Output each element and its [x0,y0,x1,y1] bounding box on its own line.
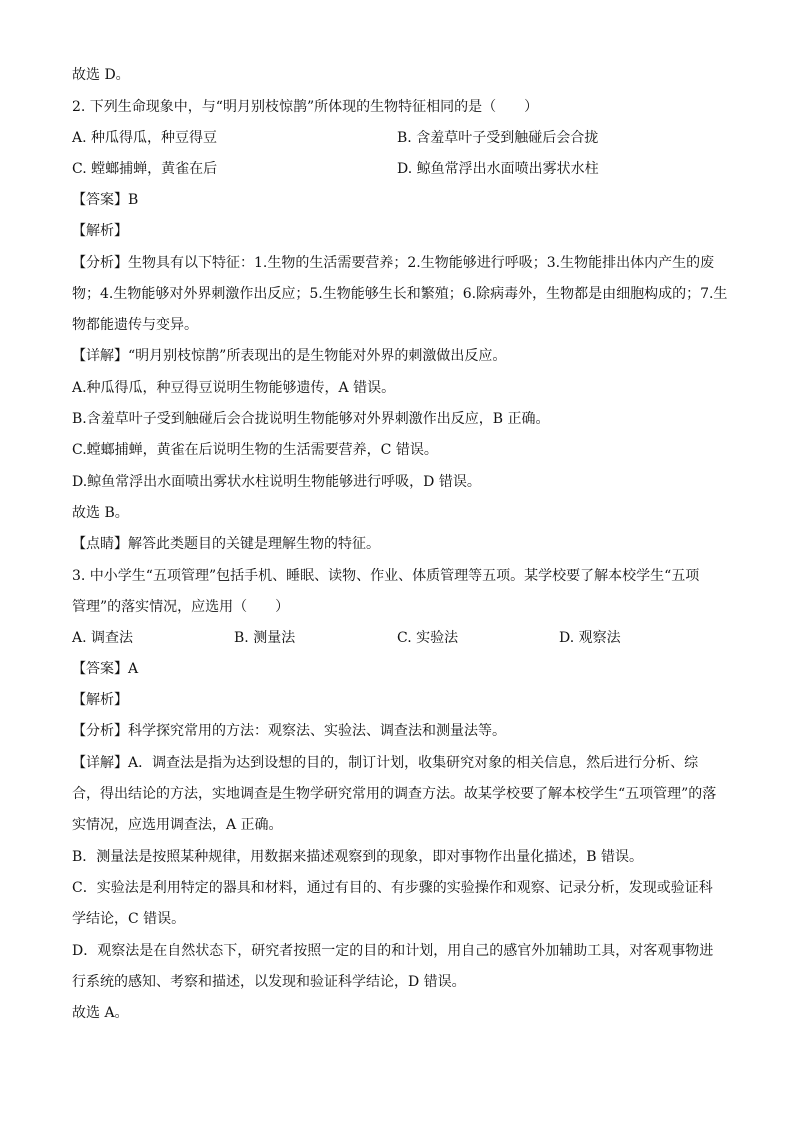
q2-option-b: B. 含羞草叶子受到触碰后会合拢 [397,130,599,146]
q2-detail-line-2: A.种瓜得瓜，种豆得豆说明生物能够遗传，A 错误。 [72,380,396,396]
q3-option-a: A. 调查法 [72,630,134,646]
q3-answer: 【答案】A [72,661,139,677]
q3-conclusion: 故选 A。 [72,1005,129,1021]
q3-detail-line-5: C．实验法是利用特定的器具和材料，通过有目的、有步骤的实验操作和观察、记录分析，发现或验证科 [72,880,713,896]
q3-option-b: B. 测量法 [234,630,296,646]
q2-option-d: D. 鲸鱼常浮出水面喷出雾状水柱 [397,161,599,177]
q3-analysis-line-1: 【分析】科学探究常用的方法：观察法、实验法、调查法和测量法等。 [72,723,506,739]
q3-analysis-heading: 【解析】 [72,692,128,708]
q2-analysis-line-2: 物；4.生物能够对外界刺激作出反应；5.生物能够生长和繁殖；6.除病毒外，生物都是由细胞构成的；7.生 [72,286,728,302]
q2-analysis-heading: 【解析】 [72,223,128,239]
question-2-stem: 2. 下列生命现象中，与“明月别枝惊鹊”所体现的生物特征相同的是（ ） [72,99,539,115]
q2-analysis-line-1: 【分析】生物具有以下特征：1.生物的生活需要营养；2.生物能够进行呼吸；3.生物能排出体内产生的废 [72,255,715,271]
q2-analysis-line-3: 物都能遗传与变异。 [72,317,198,333]
q2-conclusion: 故选 B。 [72,505,129,521]
q2-detail-line-3: B.含羞草叶子受到触碰后会合拢说明生物能够对外界刺激作出反应，B 正确。 [72,411,550,427]
q2-key-point: 【点睛】解答此类题目的关键是理解生物的特征。 [72,536,380,552]
q3-detail-line-6: 学结论，C 错误。 [72,911,186,927]
q2-option-c: C. 螳螂捕蝉，黄雀在后 [72,161,218,177]
q3-detail-line-2: 合，得出结论的方法，实地调查是生物学研究常用的调查方法。故某学校要了解本校学生“五项管理”的落 [72,786,717,802]
q3-detail-line-8: 行系统的感知、考察和描述，以发现和验证科学结论，D 错误。 [72,974,466,990]
q3-option-d: D. 观察法 [559,630,621,646]
q2-detail-line-4: C.螳螂捕蝉，黄雀在后说明生物的生活需要营养，C 错误。 [72,442,438,458]
question-3-stem-line-2: 管理”的落实情况，应选用（ ） [72,599,290,615]
q3-detail-line-1: 【详解】A．调查法是指为达到设想的目的，制订计划，收集研究对象的相关信息，然后进行分析、综 [72,755,699,771]
q2-option-a: A. 种瓜得瓜，种豆得豆 [72,130,218,146]
q3-detail-line-3: 实情况，应选用调查法，A 正确。 [72,817,283,833]
q3-detail-line-4: B．测量法是按照某种规律，用数据来描述观察到的现象，即对事物作出量化描述，B 错误。 [72,849,644,865]
question-3-stem-line-1: 3. 中小学生“五项管理”包括手机、睡眠、读物、作业、体质管理等五项。某学校要了解本校学生“五项 [72,568,700,584]
conclusion-prev: 故选 D。 [72,67,130,83]
question-2-options-row-2 [72,159,722,179]
q2-detail-line-5: D.鲸鱼常浮出水面喷出雾状水柱说明生物能够进行呼吸，D 错误。 [72,474,481,490]
question-2-options-row-1 [72,128,722,148]
question-3-options-row [72,628,722,648]
q3-option-c: C. 实验法 [397,630,459,646]
q2-detail-line-1: 【详解】“明月别枝惊鹊”所表现出的是生物能对外界的刺激做出反应。 [72,348,507,364]
q2-answer: 【答案】B [72,192,139,208]
q3-detail-line-7: D．观察法是在自然状态下，研究者按照一定的目的和计划，用自己的感官外加辅助工具，对客观事物进 [72,943,714,959]
